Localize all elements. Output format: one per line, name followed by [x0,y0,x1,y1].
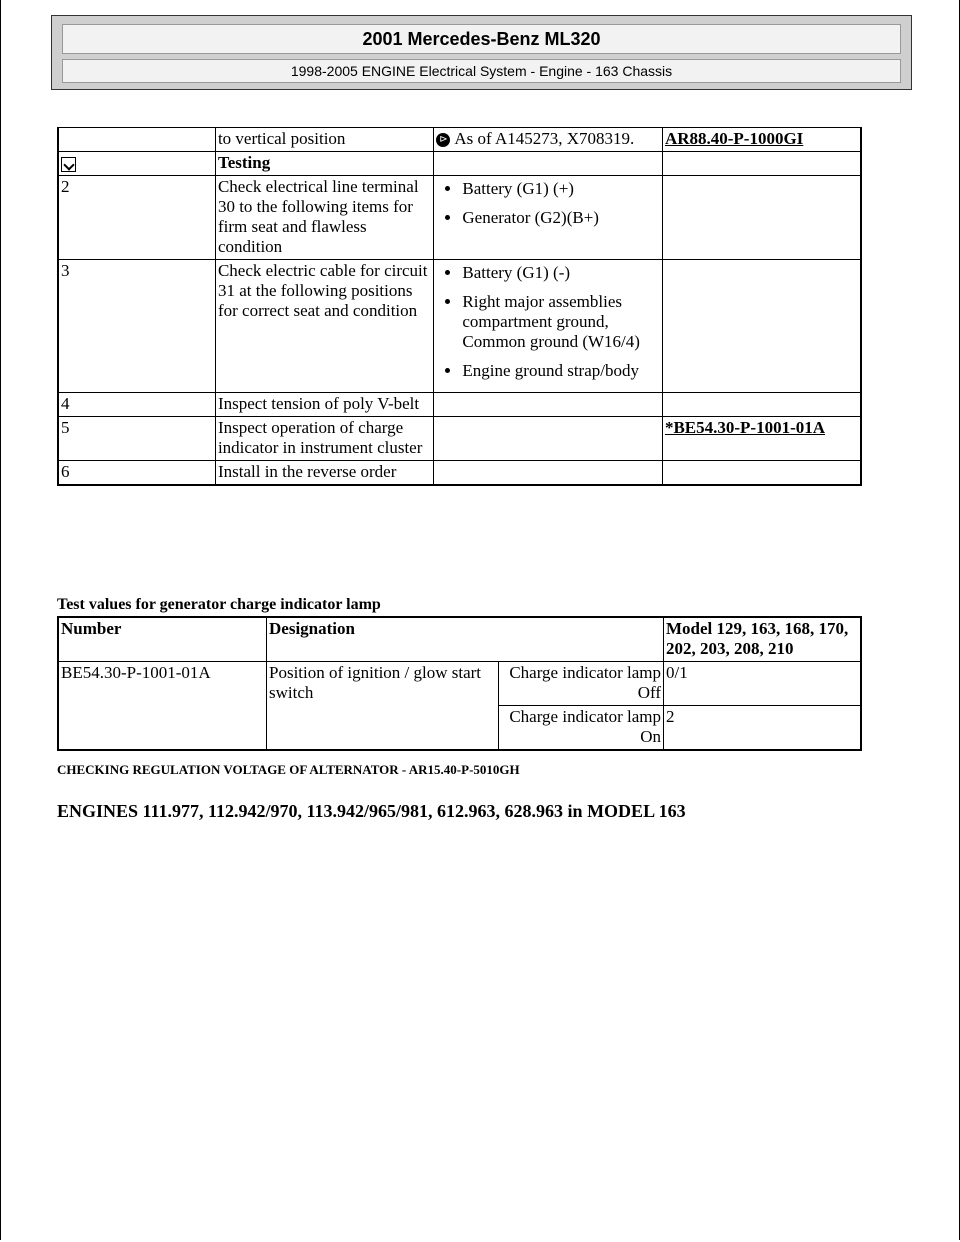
test-value: 0/1 [664,662,861,706]
list-item: • Generator (G2)(B+) [462,208,660,228]
info-icon: ⊳ [436,133,450,147]
table-row [58,260,861,393]
step-number: 6 [58,461,215,486]
step-text: Check electrical line terminal 30 to the following items for firm seat and flawless condition [215,176,433,260]
test-condition: Charge indicator lamp Off [499,662,664,706]
step-text: to vertical position [215,128,433,152]
test-value: 2 [664,706,861,751]
document-subtitle: 1998-2005 ENGINE Electrical System - Engine - 163 Chassis [62,59,901,83]
step-reference [662,176,861,260]
step-number: 4 [58,393,215,417]
step-items [434,260,663,393]
note-text: As of A145273, X708319. [454,129,635,148]
list-item: • Right major assemblies compartment ground, Common ground (W16/4) [462,292,660,352]
testing-icon-cell [58,152,215,176]
step-reference [662,461,861,486]
step-text: Check electric cable for circuit 31 at the following positions for correct seat and condition [215,260,433,393]
step-reference [662,393,861,417]
step-reference [662,260,861,393]
step-number [58,128,215,152]
step-text: Inspect operation of charge indicator in instrument cluster [215,417,433,461]
list-item: • Battery (G1) (-) [462,263,660,283]
procedure-table [57,127,862,486]
step-number: 2 [58,176,215,260]
list-item: • Battery (G1) (+) [462,179,660,199]
step-text: Install in the reverse order [215,461,433,486]
step-text: Inspect tension of poly V-belt [215,393,433,417]
column-header-model: Model 129, 163, 168, 170, 202, 203, 208, 210 [664,617,861,662]
document-title: 2001 Mercedes-Benz ML320 [62,24,901,54]
table-row [58,417,861,461]
step-reference [662,128,861,152]
column-header-number: Number [58,617,267,662]
test-designation: Position of ignition / glow start switch [267,662,499,751]
table-row [58,461,861,486]
reference-link[interactable]: AR88.40-P-1000GI [664,129,804,148]
step-number: 3 [58,260,215,393]
table-header-row [58,617,861,662]
test-values-table [57,616,862,751]
section-title: CHECKING REGULATION VOLTAGE OF ALTERNATOR - AR15.40-P-5010GH [57,762,520,777]
list-item: • Engine ground strap/body [462,361,660,381]
document-header [51,15,912,90]
step-number: 5 [58,417,215,461]
test-values-caption: Test values for generator charge indicator lamp [57,596,381,613]
table-row [58,662,861,706]
checkmark-icon [61,157,76,172]
reference-link[interactable]: *BE54.30-P-1001-01A [664,418,826,437]
test-number: BE54.30-P-1001-01A [58,662,267,751]
step-items [434,176,663,260]
table-row [58,152,861,176]
engines-title: ENGINES 111.977, 112.942/970, 113.942/965/981, 612.963, 628.963 in MODEL 163 [57,801,686,821]
testing-label: Testing [215,152,433,176]
table-row [58,393,861,417]
test-condition: Charge indicator lamp On [499,706,664,751]
step-note [434,128,663,152]
step-reference [662,417,861,461]
table-row [58,128,861,152]
column-header-designation: Designation [267,617,664,662]
table-row [58,176,861,260]
